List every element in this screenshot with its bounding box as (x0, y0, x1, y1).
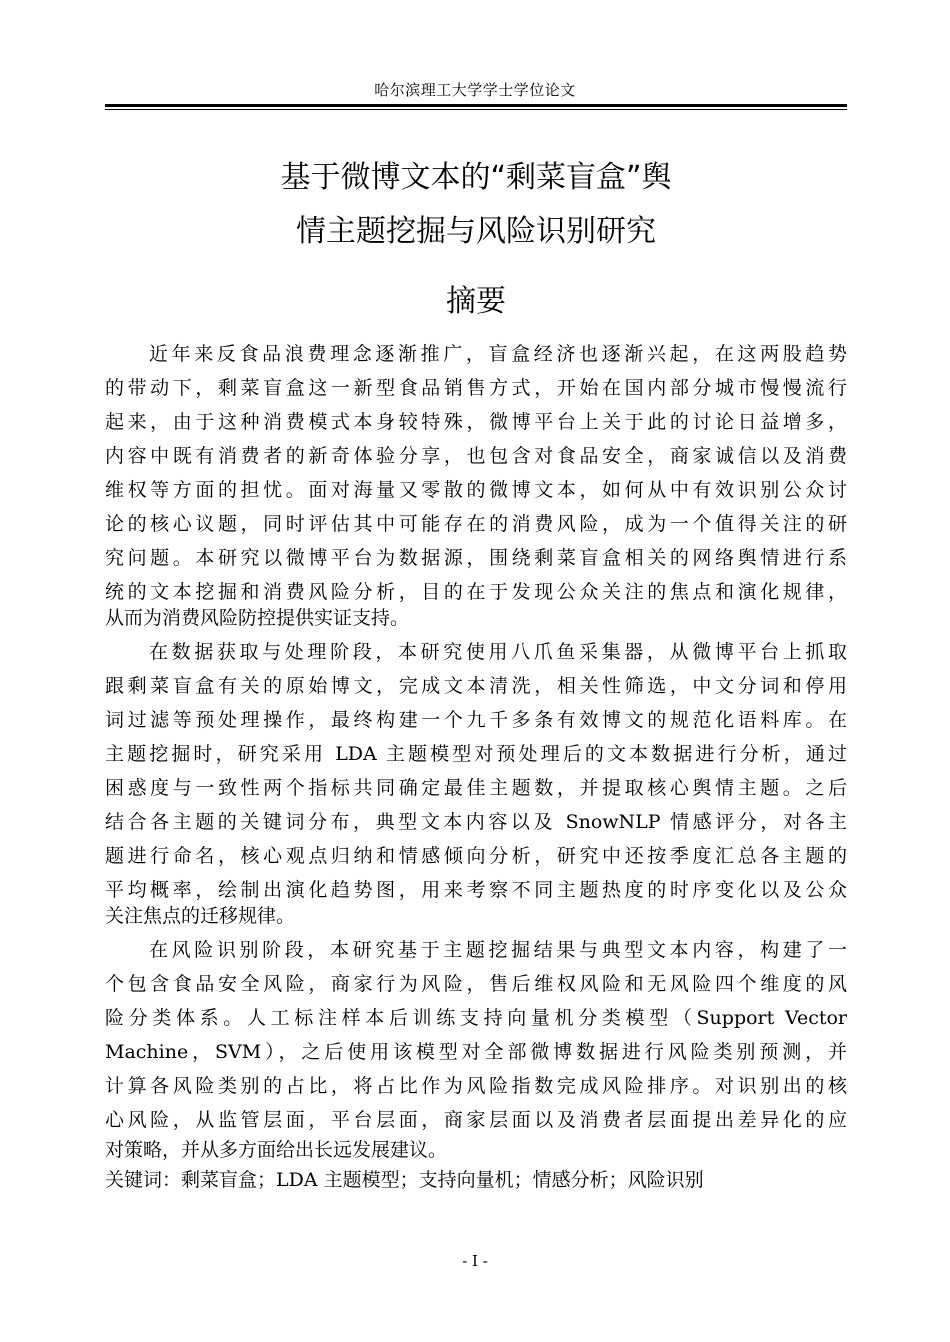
abstract-line: 起来，由于这种消费模式本身较特殊，微博平台上关于此的讨论日益增多， (105, 411, 847, 433)
abstract-line: 计算各风险类别的占比，将占比作为风险指数完成风险排序。对识别出的核 (105, 1075, 847, 1097)
abstract-line: 困惑度与一致性两个指标共同确定最佳主题数，并提取核心舆情主题。之后 (105, 777, 847, 799)
abstract-line: 跟剩菜盲盒有关的原始博文，完成文本清洗，相关性筛选，中文分词和停用 (105, 675, 847, 697)
running-header: 哈尔滨理工大学学士学位论文 (374, 81, 576, 99)
abstract-line: 关注焦点的迁移规律。 (105, 905, 296, 927)
abstract-line: 对策略，并从多方面给出长远发展建议。 (105, 1139, 448, 1161)
abstract-line: 险分类体系。人工标注样本后训练支持向量机分类模型（Support Vector (105, 1007, 847, 1029)
header-rule-thin (105, 109, 847, 110)
abstract-heading: 摘要 (446, 284, 506, 319)
abstract-line: 心风险，从监管层面，平台层面，商家层面以及消费者层面提出差异化的应 (105, 1109, 847, 1131)
abstract-line: 论的核心议题，同时评估其中可能存在的消费风险，成为一个值得关注的研 (105, 513, 847, 535)
abstract-line: 从而为消费风险防控提供实证支持。 (105, 607, 410, 629)
abstract-line: 平均概率，绘制出演化趋势图，用来考察不同主题热度的时序变化以及公众 (105, 879, 847, 901)
abstract-line: 结合各主题的关键词分布，典型文本内容以及 SnowNLP 情感评分，对各主 (105, 811, 847, 833)
keywords-label: 关键词： (105, 1169, 182, 1191)
abstract-line: 词过滤等预处理操作，最终构建一个九千多条有效博文的规范化语料库。在 (105, 709, 847, 731)
abstract-line: Machine，SVM），之后使用该模型对全部微博数据进行风险类别预测，并 (105, 1041, 847, 1063)
abstract-line: 统的文本挖掘和消费风险分析，目的在于发现公众关注的焦点和演化规律， (105, 581, 847, 603)
abstract-line: 维权等方面的担忧。面对海量又零散的微博文本，如何从中有效识别公众讨 (105, 479, 847, 501)
abstract-line: 内容中既有消费者的新奇体验分享，也包含对食品安全，商家诚信以及消费 (105, 445, 847, 467)
abstract-line: 题进行命名，核心观点归纳和情感倾向分析，研究中还按季度汇总各主题的 (105, 845, 847, 867)
abstract-line: 的带动下，剩菜盲盒这一新型食品销售方式，开始在国内部分城市慢慢流行 (105, 377, 847, 399)
abstract-line: 究问题。本研究以微博平台为数据源，围绕剩菜盲盒相关的网络舆情进行系 (105, 547, 847, 569)
page-number: - I - (462, 1252, 488, 1270)
abstract-line: 在数据获取与处理阶段，本研究使用八爪鱼采集器，从微博平台上抓取 (149, 641, 847, 663)
thesis-title-line-2: 情主题挖掘与风险识别研究 (296, 214, 656, 249)
abstract-line: 个包含食品安全风险，商家行为风险，售后维权风险和无风险四个维度的风 (105, 973, 847, 995)
keywords-value: 剩菜盲盒；LDA 主题模型；支持向量机；情感分析；风险识别 (181, 1169, 704, 1191)
thesis-title-line-1: 基于微博文本的“剩菜盲盒”舆 (280, 160, 672, 195)
keywords-line (105, 1163, 847, 1197)
abstract-line: 近年来反食品浪费理念逐渐推广，盲盒经济也逐渐兴起，在这两股趋势 (149, 343, 847, 365)
abstract-line: 主题挖掘时，研究采用 LDA 主题模型对预处理后的文本数据进行分析，通过 (105, 743, 847, 765)
header-rule-thick (105, 104, 847, 107)
abstract-line: 在风险识别阶段，本研究基于主题挖掘结果与典型文本内容，构建了一 (149, 939, 847, 961)
